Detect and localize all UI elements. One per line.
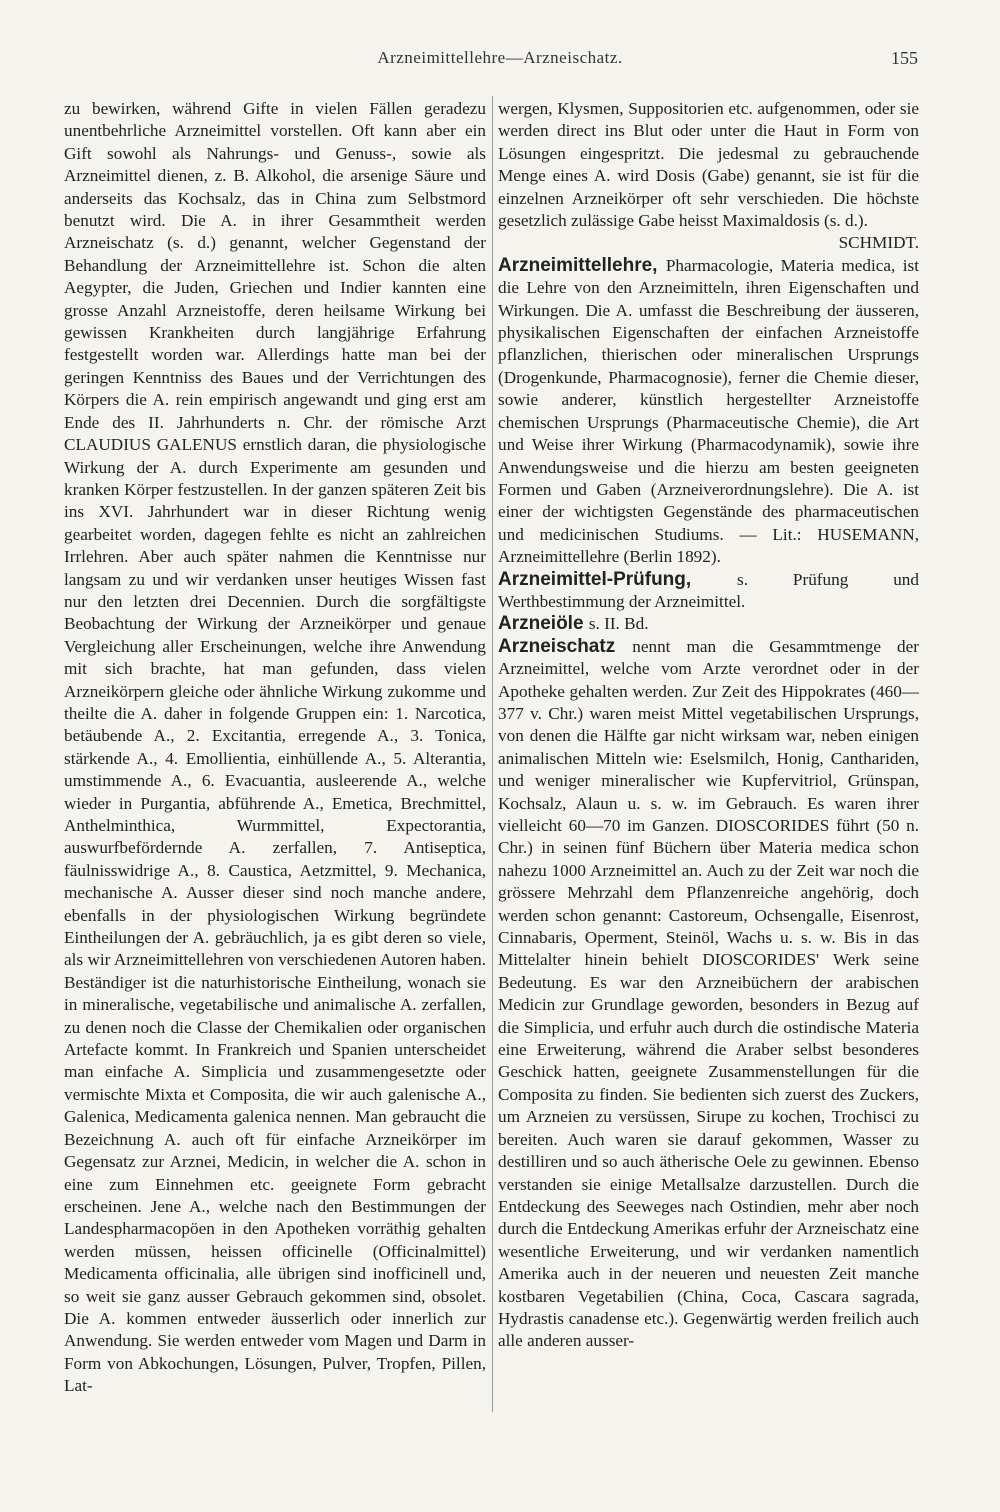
- left-column: [64, 98, 486, 1398]
- entry-headword: Arzneiöle: [498, 613, 589, 635]
- page-number: 155: [891, 48, 918, 68]
- entry-arzneischatz: [498, 636, 919, 1353]
- entry-text: nennt man die Gesammtmenge der Arzneimittel, welche vom Arzte verordnet oder in der Apotheke gehalten werden. Zur Zeit des Hippokrates (460—377 v. Chr.) waren meist Mittel vegetabilischen Ursprungs, von denen die Hälfte gar nicht wirksam war, neben einigen animalischen Mitteln wie: Eselsmilch, Honig, Canthariden, und weniger mineralischer wie Kupfervitriol, Grünspan, Kochsalz, Alaun u. s. w. im Gebrauch. Es waren ihrer vielleicht 60—70 im Ganzen. DIOSCORIDES führt (50 n. Chr.) in seinen fünf Büchern über Materia medica schon nahezu 1000 Arzneimittel an. Auch zu der Zeit war noch die grössere Mehrzahl dem Pflanzenreiche angehörig, doch werden schon genannt: Castoreum, Ochsengalle, Eisenrost, Cinnabaris, Operment, Steinöl, Wachs u. s. w. Bis in das Mittelalter hinein behielt DIOSCORIDES' Werk seine Bedeutung. Es war den Arzneibüchern der arabischen Medicin zur Grundlage geworden, besonders in Bezug auf die Simplicia, und erfuhr auch durch die ostindische Materia eine Erweiterung, während die Araber selbst besonderes Geschick hatten, geeignete Zusammenstellungen für die Composita zu finden. Sie bedienten sich zuerst des Zuckers, um Arzneien zu versüssen, Sirupe zu kochen, Trochisci zu bereiten. Auch waren sie darauf gekommen, Wasser zu destilliren und so auch ätherische Oele zu gewinnen. Ebenso verstanden sie einige Metallsalze darzustellen. Durch die Entdeckung des Seeweges nach Ostindien, mehr aber noch durch die Entdeckung Amerikas erfuhr der Arzneischatz eine wesentliche Erweiterung, und wir verdanken namentlich Amerika auch in der neueren und neuesten Zeit manche kostbaren Vegetabilien (China, Coca, Cascara sagrada, Hydrastis canadense etc.). Gegenwärtig werden freilich auch alle anderen ausser-: [498, 636, 919, 1351]
- author-signature: SCHMIDT.: [838, 233, 919, 253]
- entry-headword: Arzneimittellehre,: [498, 254, 666, 276]
- left-column-text: zu bewirken, während Gifte in vielen Fällen geradezu unentbehrliche Arzneimittel vorstellen. Oft kann aber ein Gift sowohl als Nahrungs- und Genuss-, sowie als Arzneimittel dienen, z. B. Alkohol, die arsenige Säure und anderseits das Kochsalz, das in China zum Selbstmord benutzt wird. Die A. in ihrer Gesammtheit werden Arzneischatz (s. d.) genannt, welcher Gegenstand der Behandlung der Arzneimittellehre ist. Schon die alten Aegypter, die Juden, Griechen und Indier kannten eine grosse Anzahl Arzneistoffe, deren heilsame Wirkung bei gewissen Krankheiten durch langjährige Erfahrung festgestellt worden war. Allerdings hatte man bei der geringen Kenntniss des Baues und der Verrichtungen des Körpers die A. rein empirisch angewandt und ging erst am Ende des II. Jahrhunderts n. Chr. der römische Arzt CLAUDIUS GALENUS ernstlich daran, die physiologische Wirkung der A. durch Experimente am gesunden und kranken Körper festzustellen. In der ganzen späteren Zeit bis ins XVI. Jahrhundert war in dieser Richtung wenig gearbeitet worden, dagegen fehlte es nicht an zahlreichen Irrlehren. Aber auch später nahmen die Kenntnisse nur langsam zu und wir verdanken unser heutiges Wissen fast nur den letzten drei Decennien. Durch die sorgfältigste Beobachtung der Wirkung der Arzneikörper und genaue Vergleichung aller Erscheinungen, welche ihre Anwendung mit sich brachte, hat man gefunden, dass vielen Arzneikörpern gleiche oder ähnliche Wirkung zukomme und theilte die A. daher in folgende Gruppen ein: 1. Narcotica, betäubende A., 2. Excitantia, erregende A., 3. Tonica, stärkende A., 4. Emollientia, einhüllende A., 5. Alterantia, umstimmende A., 6. Evacuantia, ausleerende A., welche wieder in Purgantia, abführende A., Emetica, Brechmittel, Anthelminthica, Wurmmittel, Expectorantia, auswurfbefördernde A. zerfallen, 7. Antiseptica, fäulnisswidrige A., 8. Caustica, Aetzmittel, 9. Mechanica, mechanische A. Ausser dieser sind noch manche andere, ebenfalls in der physiologischen Wirkung begründete Eintheilungen der A. gebräuchlich, ja es gibt deren so viele, als wir Arzneimittellehren von verschiedenen Autoren haben. Beständiger ist die naturhistorische Eintheilung, wonach sie in mineralische, vegetabilische und animalische A. zerfallen, zu denen noch die Classe der Chemikalien oder organischen Artefacte kommt. In Frankreich und Spanien unterscheidet man einfache A. Simplicia und zusammengesetzte oder vermischte Mixta et Composita, die wir auch galenische A., Galenica, Medicamenta galenica nennen. Man gebraucht die Bezeichnung A. auch oft für einfache Arzneikörper im Gegensatz zur Arznei, Medicin, in welcher die A. schon in eine zum Einnehmen etc. geeignete Form gebracht erscheinen. Jene A., welche nach den Bestimmungen der Landespharmacopöen in den Apotheken vorräthig gehalten werden müssen, heissen officinelle (Officinalmittel) Medicamenta officinalia, alle übrigen sind inofficinell und, so weit sie ganz ausser Gebrauch gekommen sind, obsolet. Die A. kommen entweder äusserlich oder innerlich zur Anwendung. Sie werden entweder vom Magen und Darm in Form von Abkochungen, Lösungen, Pulver, Tropfen, Pillen, Lat-: [64, 99, 486, 1396]
- right-column: [498, 98, 919, 1353]
- column-divider: [492, 96, 493, 1412]
- entry-arzneimittel-pruefung: [498, 569, 919, 614]
- entry-headword: Arzneischatz: [498, 635, 633, 657]
- entry-arzneioele: [498, 613, 919, 635]
- entry-text: s. II. Bd.: [588, 614, 649, 634]
- entry-arzneimittellehre: [498, 255, 919, 569]
- entry-text: s. Prüfung und Werthbestimmung der Arzneimittel.: [498, 569, 919, 611]
- continuation-text: wergen, Klysmen, Suppositorien etc. aufgenommen, oder sie werden direct ins Blut oder unter die Haut in Form von Lösungen eingespritzt. Die jedesmal zu gebrauchende Menge eines A. wird Dosis (Gabe) genannt, sie ist für die einzelnen Arzneikörper oft sehr verschieden. Die höchste gesetzlich zulässige Gabe heisst Maximaldosis (s. d.).: [498, 99, 919, 231]
- entry-headword: Arzneimittel-Prüfung,: [498, 568, 738, 590]
- entry-text: Pharmacologie, Materia medica, ist die Lehre von den Arzneimitteln, ihren Eigenschaften und Wirkungen. Die A. umfasst die Beschreibung der äusseren, physikalischen Eigenschaften der einfachen Arzneistoffe pflanzlichen, thierischen oder mineralischen Ursprungs (Drogenkunde, Pharmacognosie), ferner die Chemie dieser, sowie anderer, künstlich hergestellter Arzneistoffe chemischen Ursprungs (Pharmaceutische Chemie), die Art und Weise ihrer Wirkung (Pharmacodynamik), sowie ihre Anwendungsweise und die hierzu am besten geeigneten Formen und Gaben (Arzneiverordnungslehre). Die A. ist einer der wichtigsten Gegenstände des pharmaceutischen und medicinischen Studiums. — Lit.: HUSEMANN, Arzneimittellehre (Berlin 1892).: [498, 255, 919, 567]
- running-title: Arzneimittellehre—Arzneischatz.: [377, 48, 623, 67]
